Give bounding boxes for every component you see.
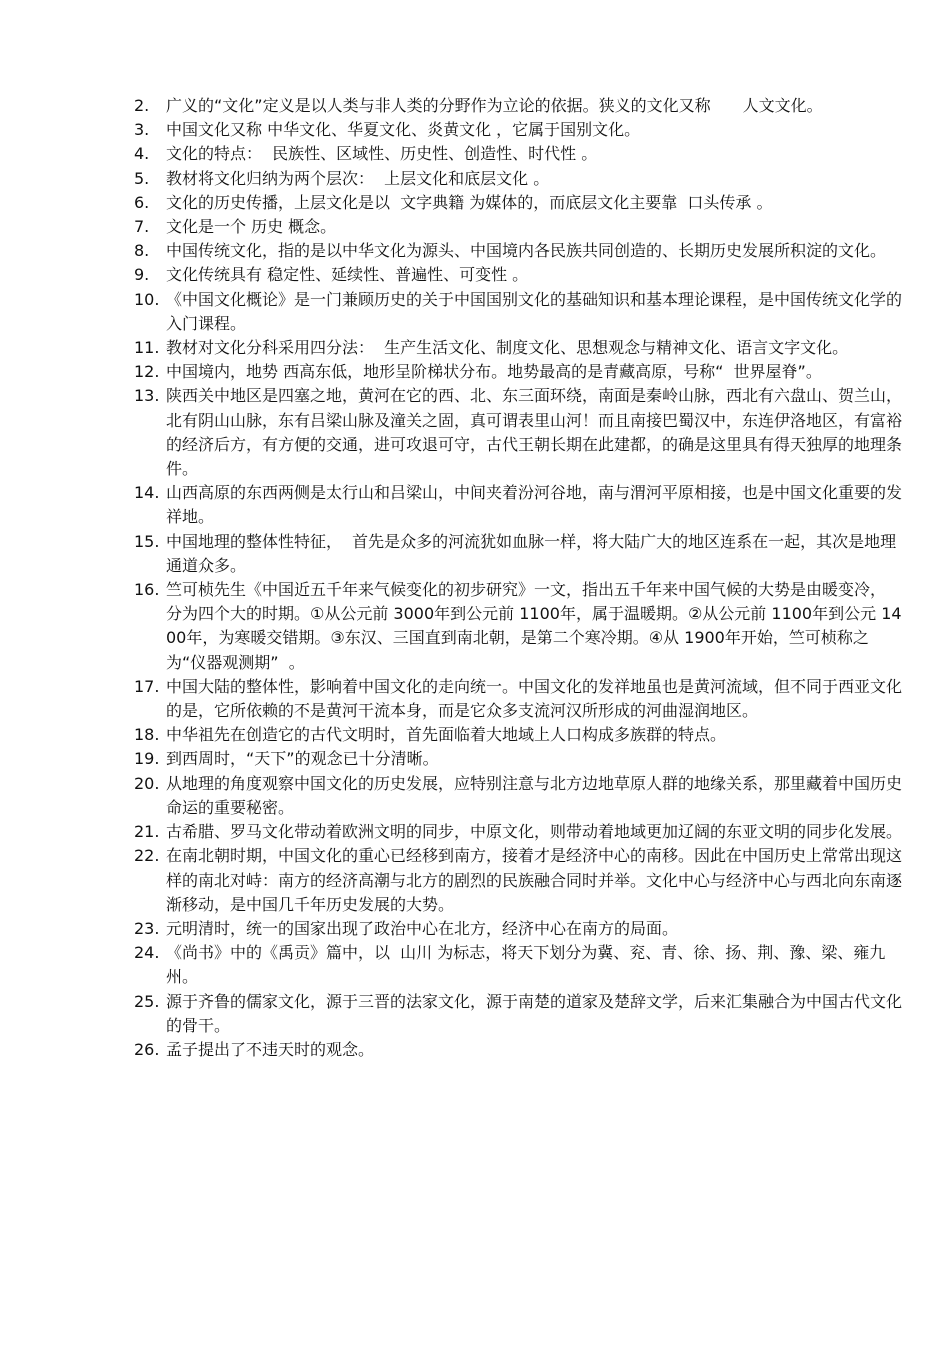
list-item bbox=[134, 820, 904, 844]
list-item bbox=[134, 578, 904, 675]
item-number: 16. bbox=[134, 580, 160, 600]
item-number: 25. bbox=[134, 991, 160, 1011]
list-item bbox=[134, 167, 904, 191]
item-number: 7. bbox=[134, 217, 150, 237]
item-text: 中国地理的整体性特征， 首先是众多的河流犹如血脉一样，将大陆广大的地区连系在一起，其次是地理通道众多。 bbox=[166, 531, 897, 575]
item-text: 元明清时，统一的国家出现了政治中心在北方，经济中心在南方的局面。 bbox=[166, 918, 679, 938]
item-text: 中国文化又称 中华文化、华夏文化、炎黄文化 ，它属于国别文化。 bbox=[166, 120, 641, 140]
item-text: 文化的特点： 民族性、区域性、历史性、创造性、时代性 。 bbox=[166, 144, 598, 164]
item-number: 12. bbox=[134, 362, 160, 382]
item-number: 14. bbox=[134, 483, 160, 503]
list-item bbox=[134, 384, 904, 481]
item-number: 8. bbox=[134, 241, 150, 261]
list-item bbox=[134, 191, 904, 215]
item-number: 22. bbox=[134, 846, 160, 866]
item-text: 中华祖先在创造它的古代文明时，首先面临着大地域上人口构成多族群的特点。 bbox=[166, 725, 727, 745]
item-text: 在南北朝时期，中国文化的重心已经移到南方，接着才是经济中心的南移。因此在中国历史上常常出现这样的南北对峙：南方的经济高潮与北方的剧烈的民族融合同时并举。文化中心与经济中心与西北向东南逐渐移动，是中国几千年历史发展的大势。 bbox=[166, 846, 903, 914]
item-text: 竺可桢先生《中国近五千年来气候变化的初步研究》一文，指出五千年来中国气候的大势是由暖变冷， 分为四个大的时期。①从公元前 3000年到公元前 1100年，属于温暖期。②从公元前 1100年到公元 1400年，为寒暖交错期。③东汉、三国直到南北朝，是第二个寒冷期。④从 1900年开始，竺可桢称之为“仪器观测期” 。 bbox=[166, 580, 902, 672]
item-number: 24. bbox=[134, 943, 160, 963]
list-item bbox=[134, 263, 904, 287]
list-item bbox=[134, 1038, 904, 1062]
list-item bbox=[134, 917, 904, 941]
item-text: 《尚书》中的《禹贡》篇中，以 山川 为标志，将天下划分为冀、兖、青、徐、扬、荆、豫、梁、雍九州。 bbox=[166, 943, 886, 987]
item-text: 陕西关中地区是四塞之地，黄河在它的西、北、东三面环绕，南面是秦岭山脉，西北有六盘山、贺兰山，北有阴山山脉，东有吕梁山脉及潼关之固，真可谓表里山河！而且南接巴蜀汉中，东连伊洛地区，有富裕的经济后方，有方便的交通，进可攻退可守，古代王朝长期在此建都，的确是这里具有得天独厚的地理条件。 bbox=[166, 386, 903, 479]
list-item bbox=[134, 288, 904, 336]
list-item bbox=[134, 990, 904, 1038]
item-number: 10. bbox=[134, 289, 160, 309]
item-number: 21. bbox=[134, 822, 160, 842]
list-item bbox=[134, 747, 904, 771]
item-number: 17. bbox=[134, 676, 160, 696]
item-number: 3. bbox=[134, 120, 150, 140]
list-item bbox=[134, 94, 904, 118]
numbered-list bbox=[134, 94, 904, 1062]
item-text: 古希腊、罗马文化带动着欧洲文明的同步，中原文化，则带动着地域更加辽阔的东亚文明的同步化发展。 bbox=[166, 822, 903, 842]
item-text: 中国大陆的整体性，影响着中国文化的走向统一。中国文化的发祥地虽也是黄河流域，但不同于西亚文化的是，它所依赖的不是黄河干流本身，而是它众多支流河汉所形成的河曲湿润地区。 bbox=[166, 676, 903, 721]
item-number: 4. bbox=[134, 144, 150, 164]
item-number: 5. bbox=[134, 168, 150, 188]
list-item bbox=[134, 530, 904, 578]
item-text: 广义的“文化”定义是以人类与非人类的分野作为立论的依据。狭义的文化又称 人文文化。 bbox=[166, 96, 823, 115]
item-number: 13. bbox=[134, 386, 160, 406]
item-text: 山西高原的东西两侧是太行山和吕梁山，中间夹着汾河谷地，南与渭河平原相接，也是中国文化重要的发祥地。 bbox=[166, 483, 903, 527]
item-number: 11. bbox=[134, 338, 160, 358]
item-number: 18. bbox=[134, 725, 160, 745]
item-number: 20. bbox=[134, 773, 160, 793]
list-item bbox=[134, 941, 904, 989]
list-item bbox=[134, 142, 904, 166]
item-number: 2. bbox=[134, 96, 150, 115]
list-item bbox=[134, 772, 904, 820]
item-number: 26. bbox=[134, 1039, 160, 1059]
list-item bbox=[134, 481, 904, 529]
item-text: 教材将文化归纳为两个层次： 上层文化和底层文化 。 bbox=[166, 168, 550, 188]
item-text: 孟子提出了不违天时的观念。 bbox=[166, 1039, 375, 1059]
list-item bbox=[134, 239, 904, 263]
item-text: 《中国文化概论》是一门兼顾历史的关于中国国别文化的基础知识和基本理论课程，是中国传统文化学的入门课程。 bbox=[166, 289, 903, 333]
list-item bbox=[134, 336, 904, 360]
list-item bbox=[134, 360, 904, 384]
item-text: 到西周时，“天下”的观念已十分清晰。 bbox=[166, 749, 439, 769]
item-number: 15. bbox=[134, 531, 160, 551]
item-text: 中国境内，地势 西高东低，地形呈阶梯状分布。地势最高的是青藏高原，号称“ 世界屋脊”。 bbox=[166, 362, 822, 382]
item-text: 源于齐鲁的儒家文化，源于三晋的法家文化，源于南楚的道家及楚辞文学，后来汇集融合为中国古代文化的骨干。 bbox=[166, 991, 903, 1035]
list-item bbox=[134, 118, 904, 142]
item-text: 文化的历史传播，上层文化是以 文字典籍 为媒体的，而底层文化主要靠 口头传承 。 bbox=[166, 192, 773, 212]
item-text: 教材对文化分科采用四分法： 生产生活文化、制度文化、思想观念与精神文化、语言文字文化。 bbox=[166, 338, 849, 358]
item-text: 文化是一个 历史 概念。 bbox=[166, 217, 337, 237]
item-number: 9. bbox=[134, 265, 150, 285]
list-item bbox=[134, 215, 904, 239]
item-text: 文化传统具有 稳定性、延续性、普遍性、可变性 。 bbox=[166, 265, 529, 285]
item-number: 6. bbox=[134, 192, 150, 212]
item-number: 19. bbox=[134, 749, 160, 769]
list-item bbox=[134, 723, 904, 747]
list-item bbox=[134, 844, 904, 917]
list-item bbox=[134, 675, 904, 723]
item-text: 从地理的角度观察中国文化的历史发展，应特别注意与北方边地草原人群的地缘关系，那里藏着中国历史命运的重要秘密。 bbox=[166, 773, 903, 817]
item-number: 23. bbox=[134, 918, 160, 938]
item-text: 中国传统文化，指的是以中华文化为源头、中国境内各民族共同创造的、长期历史发展所积淀的文化。 bbox=[166, 241, 887, 261]
